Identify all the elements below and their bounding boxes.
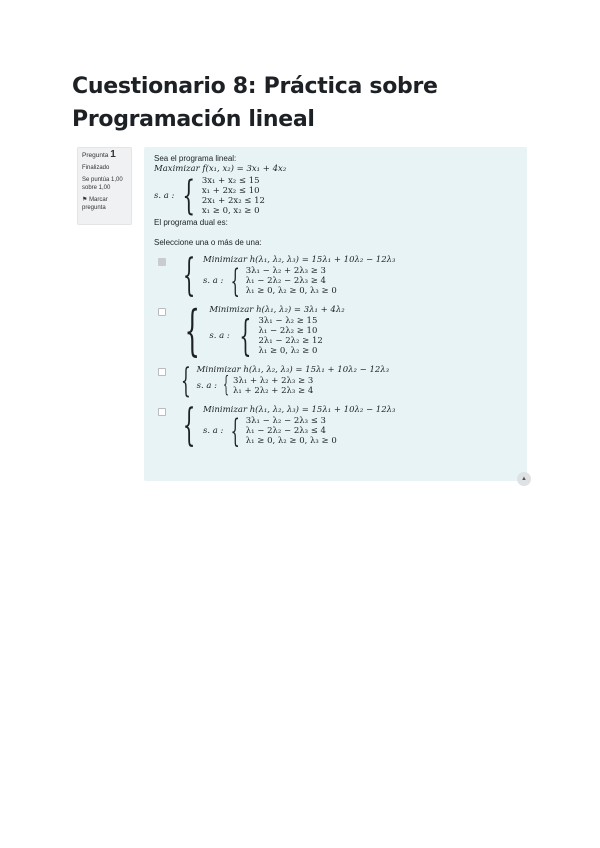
option-checkbox[interactable] [158, 258, 166, 266]
question-intro: Sea el programa lineal: [154, 154, 237, 163]
brace-icon: { [231, 262, 241, 300]
sa-label: s. a : [209, 331, 230, 341]
primal-constraint: x₁ + 2x₂ ≤ 10 [201, 186, 260, 196]
option-constraint: 3λ₁ − λ₂ + 2λ₃ ≥ 3 [245, 266, 326, 276]
sa-label: s. a : [203, 426, 224, 436]
option-formula [175, 361, 390, 401]
option-checkbox[interactable] [158, 308, 166, 316]
option-constraint: 3λ₁ + λ₂ + 2λ₃ ≥ 3 [233, 376, 314, 386]
option-constraint: 2λ₁ − 2λ₂ ≥ 12 [258, 336, 323, 346]
question-label: Pregunta [82, 152, 109, 159]
brace-icon: { [239, 311, 252, 360]
option-checkbox[interactable] [158, 368, 166, 376]
brace-icon: { [182, 250, 196, 301]
primal-constraint: 3x₁ + x₂ ≤ 15 [201, 176, 260, 186]
brace-icon: { [180, 361, 191, 401]
option-constraint: λ₁ − 2λ₂ − 2λ₃ ≥ 4 [245, 276, 326, 286]
answer-options [154, 250, 517, 451]
option-objective: Minimizar h(λ₁, λ₂) = 3λ₁ + 4λ₂ [209, 305, 345, 315]
option-formula [175, 299, 345, 362]
primal-constraint: x₁ ≥ 0, x₂ ≥ 0 [201, 206, 260, 216]
brace-icon: { [231, 412, 241, 450]
answer-option[interactable] [154, 250, 517, 301]
sa-label: s. a : [196, 381, 218, 391]
answer-option[interactable] [154, 299, 517, 362]
answer-option[interactable] [154, 361, 517, 401]
brace-icon: { [182, 400, 196, 451]
answer-option[interactable] [154, 400, 517, 451]
sa-label: s. a : [203, 276, 224, 286]
option-constraint: λ₁ + 2λ₂ + 2λ₃ ≥ 4 [233, 386, 314, 396]
scroll-top-icon[interactable]: ▲ [517, 472, 531, 486]
option-objective: Minimizar h(λ₁, λ₂, λ₃) = 15λ₁ + 10λ₂ − 12λ₃ [196, 365, 390, 375]
primal-constraint-list [202, 176, 265, 216]
question-number-value: 1 [110, 149, 116, 160]
option-checkbox[interactable] [158, 408, 166, 416]
primal-constraints [154, 173, 517, 219]
option-formula [175, 250, 396, 301]
sa-label: s. a : [154, 191, 175, 201]
instruction-text: Seleccione una o más de una: [154, 238, 262, 247]
page-title: Cuestionario 8: Práctica sobre Programación lineal [72, 74, 438, 132]
option-constraint: λ₁ ≥ 0, λ₂ ≥ 0, λ₃ ≥ 0 [245, 286, 337, 296]
option-objective: Minimizar h(λ₁, λ₂, λ₃) = 15λ₁ + 10λ₂ − 12λ₃ [203, 255, 396, 265]
option-constraint: 3λ₁ − λ₂ ≥ 15 [258, 316, 318, 326]
brace-icon: { [182, 173, 196, 219]
option-constraint: λ₁ − 2λ₂ − 2λ₃ ≤ 4 [245, 426, 326, 436]
option-constraint: λ₁ ≥ 0, λ₂ ≥ 0 [258, 346, 318, 356]
flag-question-link[interactable] [82, 196, 127, 212]
option-objective: Minimizar h(λ₁, λ₂, λ₃) = 15λ₁ + 10λ₂ − 12λ₃ [203, 405, 396, 415]
option-constraint: λ₁ ≥ 0, λ₂ ≥ 0, λ₃ ≥ 0 [245, 436, 337, 446]
primal-constraint: 2x₁ + 2x₂ ≤ 12 [201, 196, 265, 206]
primal-objective: Maximizar f(x₁, x₂) = 3x₁ + 4x₂ [154, 164, 287, 174]
brace-icon: { [222, 373, 230, 398]
question-state: Finalizado [82, 165, 110, 171]
flag-icon: ⚑ [82, 197, 88, 203]
option-constraint: 3λ₁ − λ₂ − 2λ₃ ≤ 3 [245, 416, 326, 426]
brace-icon: { [184, 299, 200, 362]
dual-question-text: El programa dual es: [154, 218, 228, 227]
question-content [144, 147, 527, 481]
question-grade: Se puntúa 1,00 sobre 1,00 [82, 177, 123, 191]
question-info-panel [77, 147, 132, 225]
option-constraint: λ₁ − 2λ₂ ≥ 10 [258, 326, 318, 336]
question-number [82, 151, 127, 160]
flag-question-label: Marcar pregunta [82, 197, 108, 211]
option-formula [175, 400, 396, 451]
